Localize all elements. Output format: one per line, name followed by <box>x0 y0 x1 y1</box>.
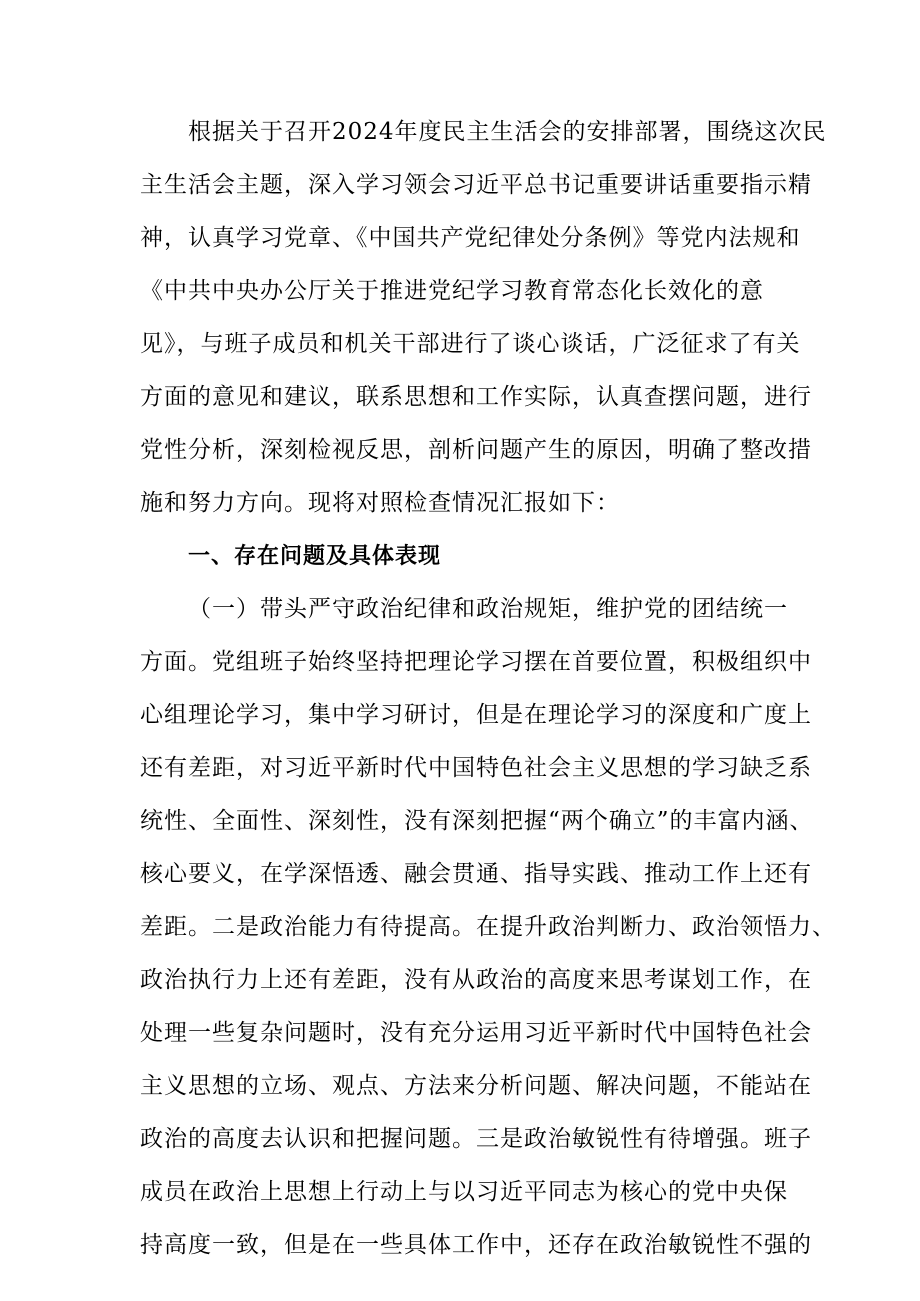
text-line: 《中共中央办公厅关于推进党纪学习教育常态化长效化的意 <box>140 278 764 304</box>
text-line: 施和努力方向。现将对照检查情况汇报如下： <box>140 490 620 516</box>
text-line: 党性分析，深刻检视反思，剖析问题产生的原因，明确了整改措 <box>140 437 812 463</box>
text-line: 方面。党组班子始终坚持把理论学习摆在首要位置，积极组织中 <box>140 649 812 675</box>
text-line: 见》，与班子成员和机关干部进行了谈心谈话，广泛征求了有关 <box>140 331 801 357</box>
text-line: 差距。二是政治能力有待提高。在提升政治判断力、政治领悟力、 <box>140 914 836 940</box>
text-line: 方面的意见和建议，联系思想和工作实际，认真查摆问题，进行 <box>140 384 812 410</box>
text-line: 主生活会主题，深入学习领会习近平总书记重要讲话重要指示精 <box>140 172 812 198</box>
text-line: 持高度一致，但是在一些具体工作中，还存在政治敏锐性不强的 <box>140 1232 812 1258</box>
section-paragraph <box>140 583 836 1272</box>
text-line: 主义思想的立场、观点、方法来分析问题、解决问题，不能站在 <box>140 1073 812 1099</box>
section-heading: 一、存在问题及具体表现 <box>188 544 442 569</box>
text-line: 处理一些复杂问题时，没有充分运用习近平新时代中国特色社会 <box>140 1020 812 1046</box>
text-line: 核心要义，在学深悟透、融会贯通、指导实践、推动工作上还有 <box>140 861 812 887</box>
text-line: 政治执行力上还有差距，没有从政治的高度来思考谋划工作，在 <box>140 967 812 993</box>
text-line: 心组理论学习，集中学习研讨，但是在理论学习的深度和广度上 <box>140 702 812 728</box>
text-line: 根据关于召开2024年度民主生活会的安排部署，围绕这次民 <box>188 119 827 145</box>
text-line: 政治的高度去认识和把握问题。三是政治敏锐性有待增强。班子 <box>140 1126 812 1152</box>
document-body <box>140 106 836 1272</box>
text-line: 成员在政治上思想上行动上与以习近平同志为核心的党中央保 <box>140 1179 788 1205</box>
text-line: 神，认真学习党章、《中国共产党纪律处分条例》等党内法规和 <box>140 225 801 251</box>
text-line: 还有差距，对习近平新时代中国特色社会主义思想的学习缺乏系 <box>140 755 812 781</box>
text-line: （一）带头严守政治纪律和政治规矩，维护党的团结统一 <box>188 596 788 622</box>
text-line: 统性、全面性、深刻性，没有深刻把握“两个确立”的丰富内涵、 <box>140 808 814 834</box>
intro-paragraph <box>140 106 827 530</box>
